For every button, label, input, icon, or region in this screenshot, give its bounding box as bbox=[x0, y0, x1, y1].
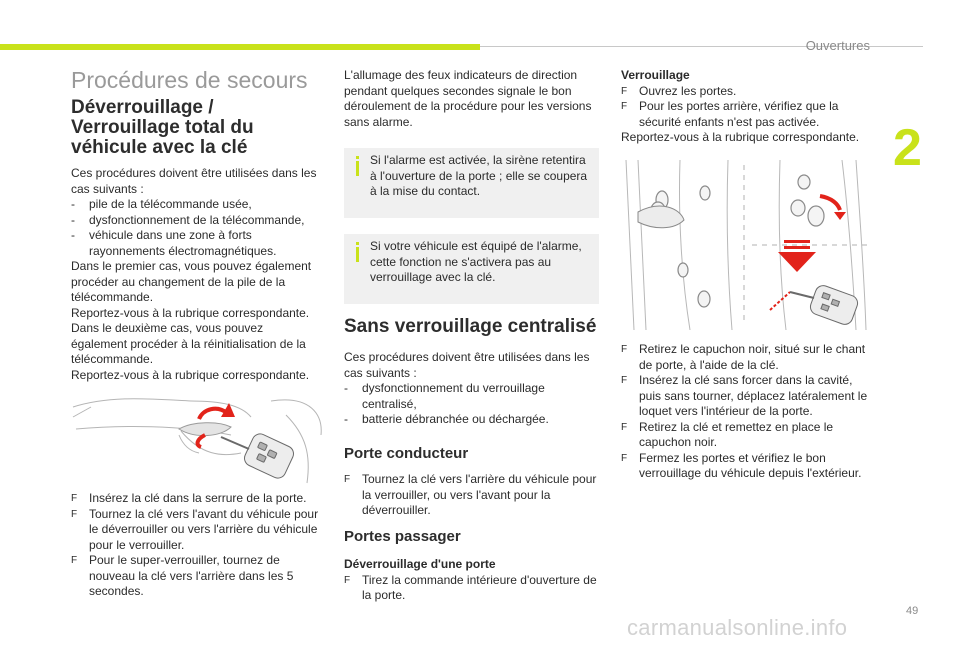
info-text: Si votre véhicule est équipé de l'alarme, cette fonction ne s'activera pas au verrouillage avec la clé. bbox=[370, 239, 582, 284]
col1-paragraph: Dans le deuxième cas, vous pouvez également procéder à la réinitialisation de la télécommande. bbox=[71, 321, 306, 366]
section-title: Ouvertures bbox=[805, 38, 870, 53]
heading-passenger-doors: Portes passager bbox=[344, 528, 461, 545]
key-door-lock-illustration bbox=[71, 395, 323, 485]
heading-no-central-lock: Sans verrouillage centralisé bbox=[344, 316, 597, 337]
heading-driver-door: Porte conducteur bbox=[344, 445, 469, 462]
info-box-alarm-lock bbox=[344, 234, 599, 304]
page-number: 49 bbox=[906, 605, 919, 617]
col1-paragraph: Dans le premier cas, vous pouvez également procéder au changement de la pile de la télécommande. bbox=[71, 259, 312, 304]
page-title: Procédures de secours bbox=[71, 67, 308, 93]
key-blade bbox=[790, 292, 814, 298]
step-item: F Tirez la commande intérieure d'ouverture de la porte. bbox=[344, 572, 597, 602]
col1-paragraph: Reportez-vous à la rubrique correspondante. bbox=[71, 367, 310, 382]
col1-intro-block bbox=[71, 166, 321, 383]
info-icon-bar bbox=[356, 247, 359, 262]
door-latch bbox=[638, 206, 684, 228]
case-item: - dysfonctionnement de la télécommande, bbox=[71, 212, 305, 227]
col2-cases bbox=[344, 350, 599, 428]
step-item: F Retirez la clé et remettez en place le capuchon noir. bbox=[621, 419, 834, 449]
step-item: F Tournez la clé vers l'avant du véhicule pour le déverrouiller ou vers l'arrière du véhicule pour le verrouiller. bbox=[71, 506, 319, 552]
step-item: F Tournez la clé vers l'arrière du véhicule pour la verrouiller, ou vers l'avant pour la déverrouiller. bbox=[344, 472, 597, 517]
col3-lock-block bbox=[621, 68, 871, 146]
key-fob bbox=[808, 283, 860, 326]
step-item: F Pour les portes arrière, vérifiez que la sécurité enfants n'est pas activée. bbox=[621, 99, 839, 129]
step-item: F Retirez le capuchon noir, situé sur le chant de porte, à l'aide de la clé. bbox=[621, 342, 866, 372]
info-box-alarm bbox=[344, 148, 599, 218]
passenger-door-steps bbox=[344, 557, 599, 604]
col2-paragraph: L'allumage des feux indicateurs de direction pendant quelques secondes signale le bon déroulement de la procédure pour les versions sans alarme. bbox=[344, 68, 592, 129]
info-icon bbox=[356, 156, 359, 159]
info-text: Si l'alarme est activée, la sirène retentira à l'ouverture de la porte ; elle se coupera à la mise du contact. bbox=[370, 153, 588, 198]
door-outline bbox=[73, 399, 191, 407]
case-item: - dysfonctionnement du verrouillage centralisé, bbox=[344, 381, 545, 411]
info-icon-bar bbox=[356, 161, 359, 176]
key-fob bbox=[242, 431, 296, 480]
step-item: F Pour le super-verrouiller, tournez de nouveau la clé vers l'arrière dans les 5 secondes. bbox=[71, 553, 294, 598]
unlock-door-label: Déverrouillage d'une porte bbox=[344, 557, 496, 571]
col3-steps bbox=[621, 342, 871, 482]
info-icon bbox=[356, 242, 359, 245]
heading-emergency-lock: Déverrouillage / Verrouillage total du véhicule avec la clé bbox=[71, 97, 254, 158]
col1-steps bbox=[71, 491, 323, 600]
step-item: F Fermez les portes et vérifiez le bon verrouillage du véhicule depuis l'extérieur. bbox=[621, 450, 862, 480]
step-item: F Insérez la clé sans forcer dans la cavité, puis sans tourner, déplacez latéralement le loquet vers l'intérieur de la porte. bbox=[621, 373, 868, 418]
case-item: - batterie débranchée ou déchargée. bbox=[344, 412, 549, 426]
col1-paragraph: Reportez-vous à la rubrique correspondante. bbox=[71, 305, 310, 320]
watermark: carmanualsonline.info bbox=[627, 615, 848, 640]
key-blade bbox=[221, 437, 249, 449]
chapter-number: 2 bbox=[893, 119, 922, 177]
lock-label: Verrouillage bbox=[621, 68, 690, 82]
col1-intro: Ces procédures doivent être utilisées dans les cas suivants : bbox=[71, 166, 317, 196]
col2-intro: Ces procédures doivent être utilisées dans les cas suivants : bbox=[344, 350, 590, 380]
case-item: - véhicule dans une zone à forts rayonnements électromagnétiques. bbox=[71, 228, 277, 258]
step-item: F Ouvrez les portes. bbox=[621, 83, 737, 98]
col3-note: Reportez-vous à la rubrique correspondante. bbox=[621, 130, 860, 144]
header-accent-bar bbox=[0, 44, 480, 50]
step-item: F Insérez la clé dans la serrure de la porte. bbox=[71, 491, 307, 505]
driver-door-steps bbox=[344, 472, 599, 519]
case-item: - pile de la télécommande usée, bbox=[71, 197, 252, 211]
door-edge-lock-illustration bbox=[620, 160, 872, 330]
